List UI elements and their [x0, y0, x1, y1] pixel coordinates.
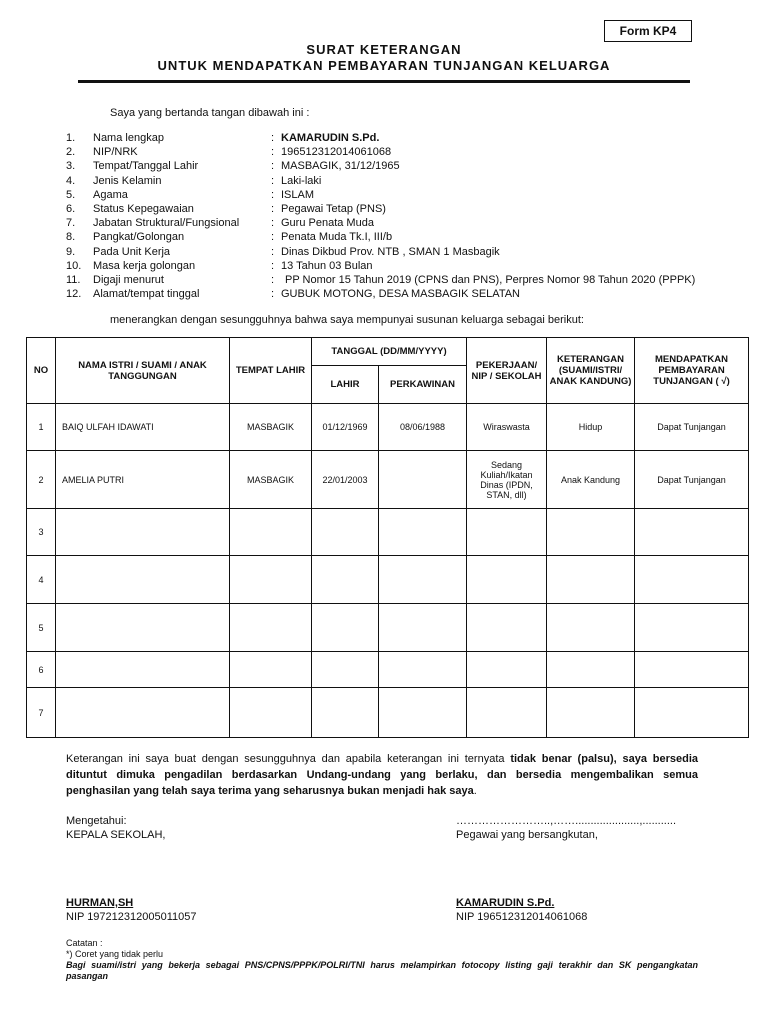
cell-birth-date: [312, 652, 379, 688]
identity-label: Pada Unit Kerja: [93, 245, 171, 258]
cell-note: [547, 652, 635, 688]
cell-birth-date: [312, 509, 379, 556]
cell-marriage-date: [379, 688, 467, 738]
employee-name: KAMARUDIN S.Pd.: [456, 897, 555, 909]
identity-value: Guru Penata Muda: [281, 217, 374, 230]
table-row: [27, 652, 749, 688]
identity-label: Jabatan Struktural/Fungsional: [93, 217, 240, 230]
identity-label: Nama lengkap: [93, 132, 164, 144]
cell-allowance: [635, 604, 749, 652]
table-row: [27, 688, 749, 738]
cell-marriage-date: [379, 509, 467, 556]
identity-no: 9.: [66, 245, 76, 258]
cell-no: 7: [27, 688, 56, 738]
cell-job: [467, 509, 547, 556]
cell-birthplace: MASBAGIK: [230, 404, 312, 451]
cell-job: [467, 688, 547, 738]
cell-note: Hidup: [547, 404, 635, 451]
cell-birthplace: [230, 509, 312, 556]
cell-marriage-date: 08/06/1988: [379, 404, 467, 451]
identity-colon: :: [271, 202, 275, 215]
cell-name: [56, 509, 230, 556]
signatory-right: [456, 896, 587, 924]
table-header-row: [27, 338, 749, 366]
family-statement: menerangkan dengan sesungguhnya bahwa saya mempunyai susunan keluarga sebagai berikut:: [110, 314, 584, 326]
declaration: [66, 751, 698, 799]
cell-allowance: Dapat Tunjangan: [635, 451, 749, 509]
identity-colon: :: [271, 146, 275, 159]
identity-label: Masa kerja golongan: [93, 259, 196, 272]
header-birth-date: LAHIR: [312, 366, 379, 404]
cell-birth-date: [312, 604, 379, 652]
principal-title: KEPALA SEKOLAH,: [66, 829, 166, 841]
identity-no: 8.: [66, 231, 76, 244]
cell-note: [547, 556, 635, 604]
cell-allowance: [635, 509, 749, 556]
cell-job: [467, 604, 547, 652]
identity-colon: :: [271, 188, 275, 201]
signature-right-heading: [456, 814, 676, 842]
identity-value: GUBUK MOTONG, DESA MASBAGIK SELATAN: [281, 288, 520, 301]
notes-line-2: Bagi suami/istri yang bekerja sebagai PNS/CPNS/PPPK/POLRI/TNI harus melampirkan fotocopy listing gaji terakhir dan SK pengangkatan pasangan: [66, 960, 698, 981]
identity-no: 1.: [66, 132, 76, 144]
header-no: NO: [27, 338, 56, 404]
identity-no: 10.: [66, 259, 82, 272]
cell-name: BAIQ ULFAH IDAWATI: [56, 404, 230, 451]
employee-nip: NIP 196512312014061068: [456, 911, 588, 923]
cell-no: 1: [27, 404, 56, 451]
notes-line-1: *) Coret yang tidak perlu: [66, 949, 164, 959]
cell-birthplace: [230, 688, 312, 738]
identity-label: Pangkat/Golongan: [93, 231, 185, 244]
declaration-part3: .: [473, 785, 477, 797]
identity-colon: :: [271, 231, 275, 244]
form-code-box: Form KP4: [604, 20, 692, 42]
identity-label: NIP/NRK: [93, 146, 138, 159]
identity-colon: :: [271, 132, 275, 144]
identity-value: ISLAM: [281, 188, 315, 201]
header-note: KETERANGAN (SUAMI/ISTRI/ ANAK KANDUNG): [547, 338, 635, 404]
identity-colon: :: [271, 160, 275, 173]
cell-note: [547, 509, 635, 556]
cell-no: 6: [27, 652, 56, 688]
identity-label: Tempat/Tanggal Lahir: [93, 160, 199, 173]
identity-value: Dinas Dikbud Prov. NTB , SMAN 1 Masbagik: [281, 245, 500, 258]
cell-birth-date: 22/01/2003: [312, 451, 379, 509]
cell-no: 4: [27, 556, 56, 604]
cell-marriage-date: [379, 652, 467, 688]
identity-value: MASBAGIK, 31/12/1965: [281, 160, 400, 173]
cell-note: [547, 688, 635, 738]
identity-value: KAMARUDIN S.Pd.: [281, 132, 380, 144]
principal-name: HURMAN,SH: [66, 897, 134, 909]
identity-label: Digaji menurut: [93, 273, 164, 286]
header-name: NAMA ISTRI / SUAMI / ANAK TANGGUNGAN: [56, 338, 230, 404]
cell-no: 2: [27, 451, 56, 509]
cell-birthplace: [230, 652, 312, 688]
acknowledged-label: Mengetahui:: [66, 815, 127, 827]
header-date-group: TANGGAL (DD/MM/YYYY): [312, 338, 467, 366]
identity-no: 7.: [66, 217, 76, 230]
identity-colon: :: [271, 259, 275, 272]
identity-value: 13 Tahun 03 Bulan: [281, 259, 373, 272]
cell-birthplace: MASBAGIK: [230, 451, 312, 509]
table-row: [27, 451, 749, 509]
identity-colon: :: [271, 273, 275, 286]
intro-text: Saya yang bertanda tangan dibawah ini :: [110, 107, 310, 119]
cell-allowance: [635, 556, 749, 604]
identity-no: 3.: [66, 160, 76, 173]
cell-job: [467, 652, 547, 688]
cell-name: AMELIA PUTRI: [56, 451, 230, 509]
cell-name: [56, 556, 230, 604]
declaration-part1: Keterangan ini saya buat dengan sesungguhnya dan apabila keterangan ini ternyata: [66, 753, 511, 765]
identity-value: 196512312014061068: [281, 146, 392, 159]
cell-marriage-date: [379, 604, 467, 652]
cell-birthplace: [230, 556, 312, 604]
cell-marriage-date: [379, 556, 467, 604]
table-row: [27, 509, 749, 556]
identity-value: Penata Muda Tk.I, III/b: [281, 231, 393, 244]
notes-title: Catatan :: [66, 938, 103, 948]
header-birthplace: TEMPAT LAHIR: [230, 338, 312, 404]
cell-birth-date: [312, 556, 379, 604]
identity-label: Agama: [93, 188, 128, 201]
cell-birth-date: 01/12/1969: [312, 404, 379, 451]
cell-birth-date: [312, 688, 379, 738]
cell-name: [56, 652, 230, 688]
identity-no: 4.: [66, 174, 76, 187]
identity-no: 11.: [66, 273, 81, 286]
employee-title: Pegawai yang bersangkutan,: [456, 829, 598, 841]
identity-value: Laki-laki: [281, 174, 322, 187]
signatory-left: [66, 896, 197, 924]
identity-colon: :: [271, 245, 275, 258]
header-allowance: MENDAPATKAN PEMBAYARAN TUNJANGAN ( √): [635, 338, 749, 404]
cell-allowance: [635, 688, 749, 738]
identity-label: Alamat/tempat tinggal: [93, 288, 200, 301]
table-row: [27, 404, 749, 451]
identity-colon: :: [271, 174, 275, 187]
cell-note: Anak Kandung: [547, 451, 635, 509]
table-row: [27, 604, 749, 652]
cell-name: [56, 604, 230, 652]
principal-nip: NIP 197212312005011057: [66, 911, 197, 923]
notes: [66, 938, 698, 982]
identity-colon: :: [271, 288, 275, 301]
header-job: PEKERJAAN/ NIP / SEKOLAH: [467, 338, 547, 404]
declaration-part2: tidak benar (palsu), saya bersedia dituntut dimuka pengadilan berdasarkan Undang-undang yang berlaku, dan bersedia mengembalikan semua penghasilan yang telah saya terima yang seharusnya bukan menjadi hak saya: [66, 753, 698, 797]
identity-no: 6.: [66, 202, 76, 215]
identity-value: Pegawai Tetap (PNS): [281, 202, 386, 215]
title-line-2: UNTUK MENDAPATKAN PEMBAYARAN TUNJANGAN KELUARGA: [157, 58, 611, 73]
identity-no: 5.: [66, 188, 76, 201]
identity-value: PP Nomor 15 Tahun 2019 (CPNS dan PNS), Perpres Nomor 98 Tahun 2020 (PPPK): [285, 273, 696, 286]
title-line-1: SURAT KETERANGAN: [306, 42, 462, 57]
cell-note: [547, 604, 635, 652]
cell-allowance: Dapat Tunjangan: [635, 404, 749, 451]
identity-label: Status Kepegawaian: [93, 202, 194, 215]
cell-job: Sedang Kuliah/Ikatan Dinas (IPDN, STAN, dll): [467, 451, 547, 509]
signature-left-heading: [66, 814, 165, 842]
cell-job: Wiraswasta: [467, 404, 547, 451]
identity-no: 12.: [66, 288, 82, 301]
cell-no: 5: [27, 604, 56, 652]
header-marriage-date: PERKAWINAN: [379, 366, 467, 404]
cell-no: 3: [27, 509, 56, 556]
family-table: [26, 337, 749, 738]
identity-label: Jenis Kelamin: [93, 174, 162, 187]
title-divider: [78, 80, 690, 83]
identity-colon: :: [271, 217, 275, 230]
cell-birthplace: [230, 604, 312, 652]
cell-marriage-date: [379, 451, 467, 509]
table-row: [27, 556, 749, 604]
identity-no: 2.: [66, 146, 76, 159]
cell-allowance: [635, 652, 749, 688]
place-date-line: ……………………..,…….....................,...........: [456, 815, 677, 827]
cell-name: [56, 688, 230, 738]
cell-job: [467, 556, 547, 604]
